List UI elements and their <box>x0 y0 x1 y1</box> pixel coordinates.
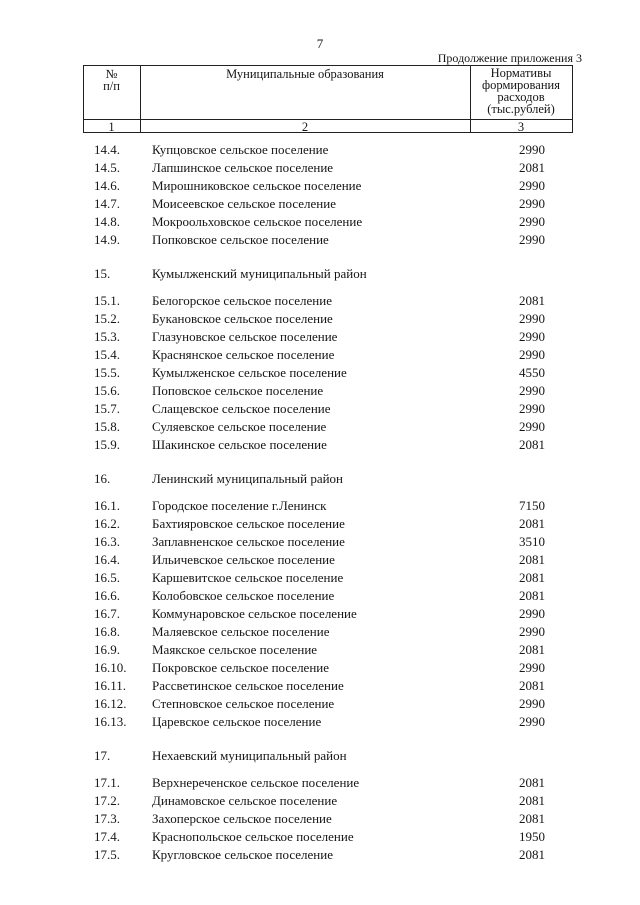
table-row <box>0 438 640 454</box>
table-row <box>0 197 640 213</box>
row-number: 17.5. <box>94 847 120 862</box>
row-name: Бахтияровское сельское поселение <box>152 516 345 531</box>
row-value: 4550 <box>519 365 545 380</box>
row-name: Динамовское сельское поселение <box>152 793 338 808</box>
table-row <box>0 697 640 713</box>
row-number: 16.7. <box>94 606 120 621</box>
row-name: Краснопольское сельское поселение <box>152 829 354 844</box>
row-name: Глазуновское сельское поселение <box>152 329 338 344</box>
row-name: Лапшинское сельское поселение <box>152 160 334 175</box>
row-value: 2990 <box>519 347 545 362</box>
page-number: 7 <box>316 36 324 51</box>
table-row <box>0 812 640 828</box>
row-number: 14.5. <box>94 160 120 175</box>
group-row <box>0 749 640 765</box>
row-value: 2081 <box>519 642 545 657</box>
row-value: 2990 <box>519 401 545 416</box>
table-row <box>0 830 640 846</box>
row-value: 2081 <box>519 552 545 567</box>
header-col-number: № п/п <box>103 67 120 93</box>
table-row <box>0 420 640 436</box>
row-number: 16.11. <box>94 678 127 693</box>
row-number: 16.9. <box>94 642 120 657</box>
row-name: Верхнереченское сельское поселение <box>152 775 360 790</box>
row-number: 15.7. <box>94 401 120 416</box>
row-name: Царевское сельское поселение <box>152 714 322 729</box>
row-number: 14.6. <box>94 178 120 193</box>
row-number: 14.8. <box>94 214 120 229</box>
table-row <box>0 607 640 623</box>
row-name: Городское поселение г.Ленинск <box>152 498 327 513</box>
row-value: 2990 <box>519 606 545 621</box>
row-value: 3510 <box>519 534 545 549</box>
header-col-name: Муниципальные образования <box>226 67 384 81</box>
row-number: 15.6. <box>94 383 120 398</box>
row-number: 17.3. <box>94 811 120 826</box>
table-row <box>0 499 640 515</box>
row-number: 17.4. <box>94 829 120 844</box>
row-name: Суляевское сельское поселение <box>152 419 327 434</box>
row-name: Колобовское сельское поселение <box>152 588 335 603</box>
table-row <box>0 366 640 382</box>
row-value: 2990 <box>519 660 545 675</box>
row-value: 2990 <box>519 178 545 193</box>
row-value: 2081 <box>519 570 545 585</box>
row-number: 15.4. <box>94 347 120 362</box>
row-number: 14.9. <box>94 232 120 247</box>
table-row <box>0 715 640 731</box>
row-name: Нехаевский муниципальный район <box>152 748 347 763</box>
row-name: Краснянское сельское поселение <box>152 347 335 362</box>
row-value: 2081 <box>519 811 545 826</box>
row-value: 2990 <box>519 196 545 211</box>
row-value: 7150 <box>519 498 545 513</box>
row-value: 2990 <box>519 696 545 711</box>
table-row <box>0 589 640 605</box>
row-value: 2990 <box>519 142 545 157</box>
row-number: 14.7. <box>94 196 120 211</box>
table-row <box>0 794 640 810</box>
row-value: 2990 <box>519 232 545 247</box>
table-row <box>0 233 640 249</box>
row-name: Захоперское сельское поселение <box>152 811 332 826</box>
row-number: 16.4. <box>94 552 120 567</box>
row-name: Кругловское сельское поселение <box>152 847 333 862</box>
table-row <box>0 625 640 641</box>
row-number: 15.5. <box>94 365 120 380</box>
header-colnum-3: 3 <box>517 120 525 134</box>
row-name: Коммунаровское сельское поселение <box>152 606 357 621</box>
header-col-value: Нормативы формирования расходов (тыс.рублей) <box>482 66 560 116</box>
table-row <box>0 661 640 677</box>
table-row <box>0 384 640 400</box>
row-number: 16.2. <box>94 516 120 531</box>
row-value: 2081 <box>519 160 545 175</box>
row-name: Поповское сельское поселение <box>152 383 324 398</box>
header-colnum-1: 1 <box>108 120 115 134</box>
group-row <box>0 472 640 488</box>
table-row <box>0 776 640 792</box>
row-name: Ильичевское сельское поселение <box>152 552 335 567</box>
row-number: 16.1. <box>94 498 120 513</box>
table-row <box>0 643 640 659</box>
row-value: 2990 <box>519 624 545 639</box>
row-number: 17. <box>94 748 111 763</box>
row-value: 2990 <box>519 419 545 434</box>
row-number: 16.5. <box>94 570 120 585</box>
row-name: Маляевское сельское поселение <box>152 624 330 639</box>
row-number: 16.12. <box>94 696 127 711</box>
table-row <box>0 294 640 310</box>
row-name: Мокроольховское сельское поселение <box>152 214 363 229</box>
row-value: 2081 <box>519 293 545 308</box>
row-number: 16.6. <box>94 588 120 603</box>
row-name: Ленинский муниципальный район <box>152 471 344 486</box>
row-name: Рассветинское сельское поселение <box>152 678 344 693</box>
row-name: Маякское сельское поселение <box>152 642 318 657</box>
row-number: 15.8. <box>94 419 120 434</box>
row-name: Шакинское сельское поселение <box>152 437 327 452</box>
row-name: Каршевитское сельское поселение <box>152 570 344 585</box>
table-row <box>0 143 640 159</box>
table-row <box>0 848 640 864</box>
row-number: 15.9. <box>94 437 120 452</box>
row-value: 1950 <box>519 829 545 844</box>
table-row <box>0 535 640 551</box>
table-row <box>0 679 640 695</box>
continuation-label: Продолжение приложения 3 <box>437 51 582 65</box>
row-number: 15.2. <box>94 311 120 326</box>
row-name: Кумылженское сельское поселение <box>152 365 347 380</box>
row-name: Заплавненское сельское поселение <box>152 534 345 549</box>
table-row <box>0 348 640 364</box>
row-value: 2081 <box>519 678 545 693</box>
row-number: 15. <box>94 266 111 281</box>
row-name: Попковское сельское поселение <box>152 232 329 247</box>
row-number: 17.2. <box>94 793 120 808</box>
row-value: 2081 <box>519 793 545 808</box>
row-name: Букановское сельское поселение <box>152 311 333 326</box>
row-value: 2990 <box>519 714 545 729</box>
row-value: 2081 <box>519 847 545 862</box>
row-number: 16.8. <box>94 624 120 639</box>
row-number: 15.1. <box>94 293 120 308</box>
row-name: Мирошниковское сельское поселение <box>152 178 362 193</box>
table-row <box>0 312 640 328</box>
row-name: Кумылженский муниципальный район <box>152 266 367 281</box>
table-row <box>0 330 640 346</box>
table-row <box>0 402 640 418</box>
row-name: Покровское сельское поселение <box>152 660 330 675</box>
row-value: 2081 <box>519 775 545 790</box>
row-name: Слащевское сельское поселение <box>152 401 331 416</box>
header-colnum-2: 2 <box>301 120 309 134</box>
row-number: 15.3. <box>94 329 120 344</box>
row-number: 16.13. <box>94 714 127 729</box>
table-row <box>0 179 640 195</box>
row-value: 2990 <box>519 214 545 229</box>
row-value: 2990 <box>519 383 545 398</box>
row-name: Степновское сельское поселение <box>152 696 335 711</box>
row-name: Белогорское сельское поселение <box>152 293 332 308</box>
row-value: 2081 <box>519 588 545 603</box>
table-row <box>0 161 640 177</box>
table-row <box>0 215 640 231</box>
row-name: Купцовское сельское поселение <box>152 142 329 157</box>
row-name: Моисеевское сельское поселение <box>152 196 336 211</box>
row-number: 16. <box>94 471 111 486</box>
table-row <box>0 553 640 569</box>
table-row <box>0 517 640 533</box>
row-value: 2990 <box>519 329 545 344</box>
row-number: 16.3. <box>94 534 120 549</box>
group-row <box>0 267 640 283</box>
row-number: 14.4. <box>94 142 120 157</box>
row-value: 2081 <box>519 516 545 531</box>
table-row <box>0 571 640 587</box>
row-value: 2081 <box>519 437 545 452</box>
row-number: 16.10. <box>94 660 127 675</box>
row-number: 17.1. <box>94 775 120 790</box>
row-value: 2990 <box>519 311 545 326</box>
